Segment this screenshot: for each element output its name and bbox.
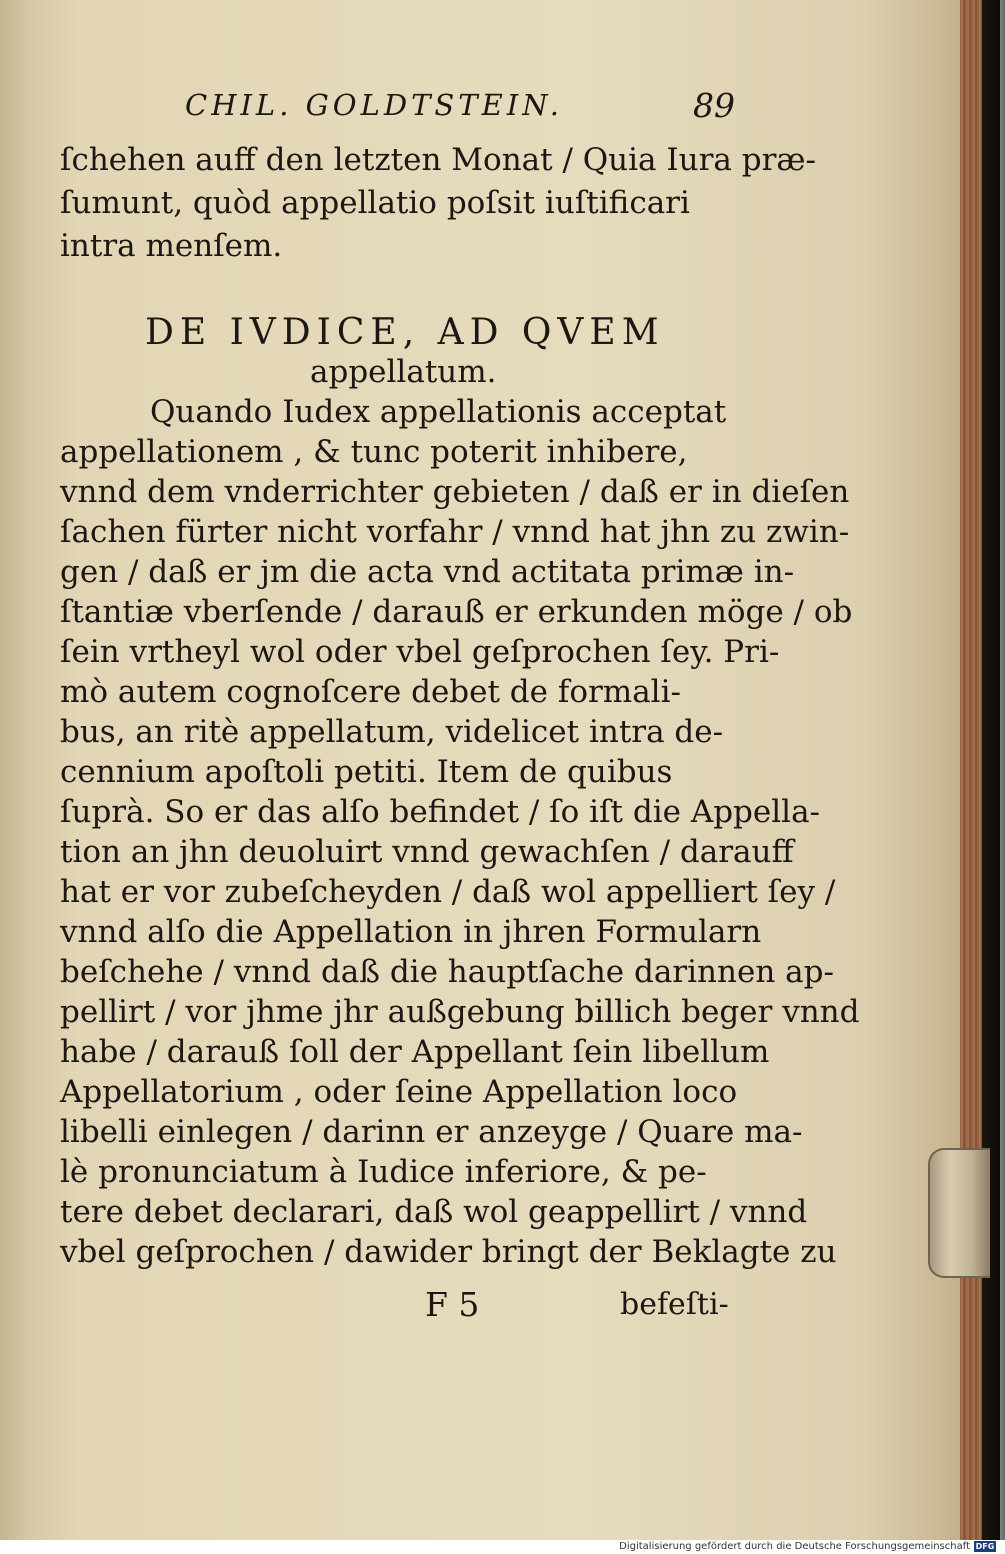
page-number: 89: [693, 86, 735, 125]
text-line: tere debet declarari, daß wol geappellirt / vnnd: [60, 1194, 808, 1230]
dfg-logo-icon: DFG: [975, 1542, 995, 1551]
book-clasp: [928, 1148, 990, 1278]
text-line: gen / daß er jm die acta vnd actitata primæ in-: [60, 554, 795, 590]
text-line: mò autem cognoſcere debet de formali-: [60, 674, 681, 710]
text-line: lè pronunciatum à Iudice inferiore, & pe-: [60, 1154, 707, 1190]
text-line: vnnd alſo die Appellation in jhren Formularn: [60, 914, 762, 950]
text-line: Appellatorium , oder ſeine Appellation loco: [60, 1074, 738, 1110]
running-header: [60, 88, 740, 128]
text-line: ſuprà. So er das alſo befindet / ſo iſt die Appella-: [60, 794, 821, 830]
text-line: habe / darauß ſoll der Appellant ſein libellum: [60, 1034, 770, 1070]
text-line: beſchehe / vnnd daß die hauptſache darinnen ap-: [60, 954, 834, 990]
text-line: hat er vor zubeſcheyden / daß wol appelliert ſey /: [60, 874, 836, 910]
text-line: ſchehen auff den letzten Monat / Quia Iura præ-: [60, 142, 817, 178]
section-heading-line2: appellatum.: [310, 354, 497, 390]
text-line: tion an jhn deuoluirt vnnd gewachſen / darauff: [60, 834, 794, 870]
text-line: appellationem , & tunc poterit inhibere,: [60, 434, 688, 470]
text-line: intra menſem.: [60, 228, 283, 264]
digitization-footer: [0, 1540, 1000, 1554]
text-line: Quando Iudex appellationis acceptat: [150, 394, 727, 430]
text-line: vbel geſprochen / dawider bringt der Beklagte zu: [60, 1234, 837, 1270]
text-line: vnnd dem vnderrichter gebieten / daß er in dieſen: [60, 474, 850, 510]
text-line: cennium apoſtoli petiti. Item de quibus: [60, 754, 673, 790]
text-line: bus, an ritè appellatum, videlicet intra de-: [60, 714, 724, 750]
signature-line: [60, 1285, 740, 1329]
book-shadow: [979, 0, 1005, 1540]
text-line: ſtantiæ vberſende / darauß er erkunden möge / ob: [60, 594, 853, 630]
running-title: CHIL. GOLDTSTEIN.: [185, 88, 563, 122]
text-line: ſein vrtheyl wol oder vbel geſprochen ſey. Pri-: [60, 634, 780, 670]
text-line: libelli einlegen / darinn er anzeyge / Quare ma-: [60, 1114, 803, 1150]
text-line: ſumunt, quòd appellatio poſsit iuſtificari: [60, 185, 690, 221]
text-line: pellirt / vor jhme jhr außgebung billich beger vnnd: [60, 994, 860, 1030]
catchword: befeſti-: [620, 1287, 729, 1322]
text-line: ſachen fürter nicht vorfahr / vnnd hat jhn zu zwin-: [60, 514, 850, 550]
funding-credit: Digitalisierung gefördert durch die Deutsche Forschungsgemeinschaft: [619, 1541, 970, 1552]
section-heading-line1: DE IVDICE, AD QVEM: [145, 312, 665, 353]
signature-mark: F 5: [425, 1285, 480, 1324]
